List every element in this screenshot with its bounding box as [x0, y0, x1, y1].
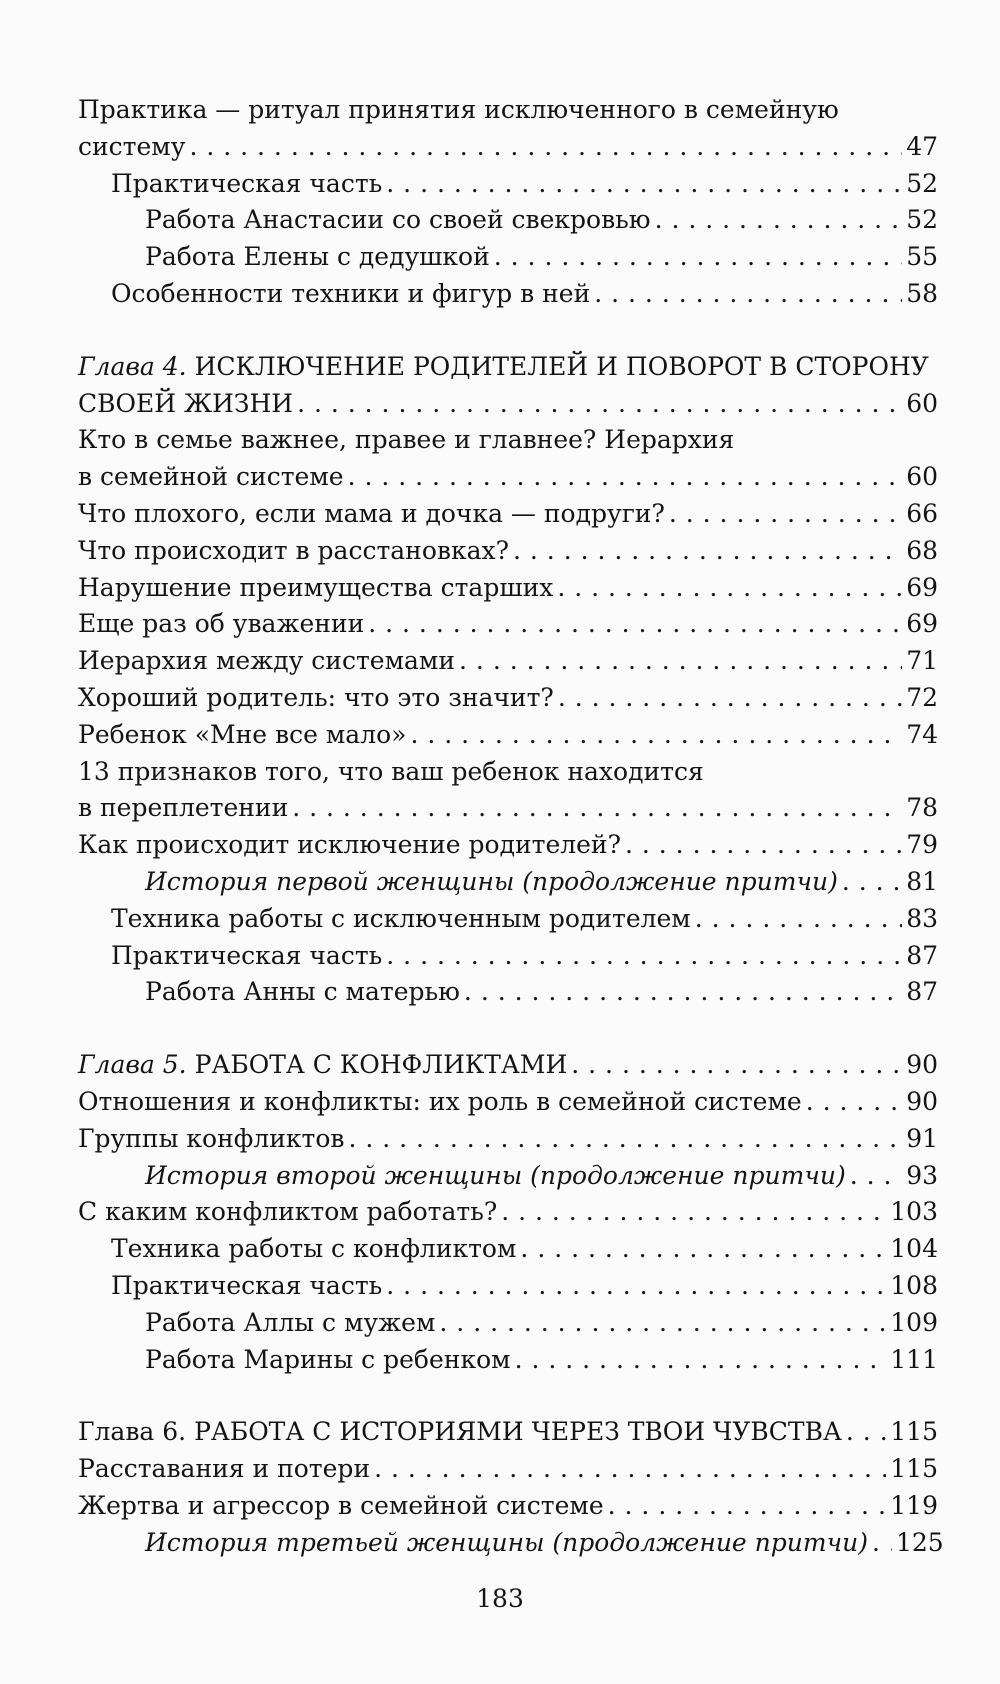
- toc-entry-title-line: [78, 754, 938, 791]
- toc-entry-text: [78, 496, 665, 533]
- toc-entry-line: [78, 1194, 938, 1231]
- dot-leader: [501, 1194, 886, 1231]
- toc-entry-title: Практическая часть: [111, 1270, 383, 1300]
- toc-entry-text: [111, 1268, 382, 1305]
- toc-page-number: 91: [906, 1123, 938, 1153]
- toc-entry-line: [111, 276, 938, 313]
- toc-entry-line: [78, 643, 938, 680]
- toc-entry-line: [78, 1488, 938, 1525]
- toc-entry-text: [145, 239, 490, 276]
- toc-entry-line: [78, 570, 938, 607]
- toc-entry: [78, 680, 938, 717]
- toc-entry-title: Работа Анастасии со своей свекровью: [145, 205, 651, 235]
- toc-page-number: 58: [906, 278, 938, 308]
- toc-entry-text: [111, 938, 382, 975]
- toc-entry-title: Нарушение преимущества старших: [78, 572, 554, 602]
- dot-leader: [513, 533, 902, 570]
- toc-entry-title: Хороший родитель: что это значит?: [78, 682, 554, 712]
- toc-page-number: 60: [906, 462, 938, 492]
- toc-entry: [78, 1305, 938, 1342]
- toc-entry-title: Практическая часть: [111, 940, 383, 970]
- toc-entry-title: Работа Марины с ребенком: [145, 1344, 511, 1374]
- toc-entry-title: Работа Анны с матерью: [145, 977, 460, 1007]
- toc-page-number: 81: [906, 866, 938, 896]
- dot-leader: [439, 1305, 886, 1342]
- toc-entry-line: [145, 1525, 944, 1562]
- toc-entry-title: История второй женщины (продолжение притчи): [145, 1160, 846, 1190]
- toc-entry: [78, 1047, 938, 1084]
- toc-entry-title: Что плохого, если мама и дочка — подруги?: [78, 498, 665, 528]
- toc-entry: [78, 422, 938, 496]
- toc-page-number: 69: [906, 609, 938, 639]
- toc-page-number: 47: [906, 131, 938, 161]
- toc-page-number: 87: [906, 940, 938, 970]
- toc-page-number: 111: [890, 1344, 938, 1374]
- toc-entry-title: Ребенок «Мне все мало»: [78, 719, 407, 749]
- toc-entry-text: [145, 864, 838, 901]
- dot-leader: [655, 202, 903, 239]
- dot-leader: [557, 570, 902, 607]
- toc-entry-text: [145, 974, 460, 1011]
- toc-page-number: 90: [906, 1086, 938, 1116]
- toc-entry-line: [145, 864, 938, 901]
- toc-entry-text: [78, 1084, 802, 1121]
- toc-entry-text: [78, 1451, 370, 1488]
- toc-page-number: 119: [890, 1490, 938, 1520]
- toc-entry-title: Группы конфликтов: [78, 1123, 345, 1153]
- toc-page-number: 125: [895, 1527, 944, 1557]
- toc-entry-line: [78, 680, 938, 717]
- toc-entry: [78, 1525, 944, 1562]
- toc-entry-title: История первой женщины (продолжение притчи): [145, 866, 838, 896]
- toc-entry: [78, 92, 938, 166]
- dot-leader: [872, 1525, 892, 1562]
- toc-entry: [78, 901, 938, 938]
- toc-entry-line: [145, 1342, 938, 1379]
- toc-entry-title: систему: [78, 131, 186, 161]
- toc-entry-text: [145, 1305, 435, 1342]
- toc-entry-title: Жертва и агрессор в семейной системе: [78, 1490, 604, 1520]
- dot-leader: [806, 1084, 903, 1121]
- toc-entry: [78, 496, 938, 533]
- dot-leader: [594, 276, 902, 313]
- toc-page-number: 79: [906, 830, 938, 860]
- toc-entry-text: [78, 570, 553, 607]
- toc-entry-title-line: [78, 92, 938, 129]
- toc-entry-text: [78, 1488, 604, 1525]
- toc-page-number: 52: [906, 168, 938, 198]
- toc-entry-text: [111, 901, 691, 938]
- toc-page-number: 55: [906, 242, 938, 272]
- toc-entry-text: [78, 1194, 497, 1231]
- toc-entry-title: Глава 6. РАБОТА С ИСТОРИЯМИ ЧЕРЕЗ ТВОИ ЧУВСТВА: [78, 1417, 842, 1447]
- toc-entry-text: [111, 276, 590, 313]
- toc-page-number: 72: [906, 682, 938, 712]
- toc-entry-text: [78, 680, 554, 717]
- toc-entry-text: [111, 166, 382, 203]
- dot-leader: [348, 1121, 902, 1158]
- dot-leader: [850, 1158, 902, 1195]
- toc-entry-line: [78, 1451, 938, 1488]
- toc-entry-line: [145, 202, 938, 239]
- toc-entry-title: Расставания и потери: [78, 1454, 371, 1484]
- toc-page-number: 52: [906, 205, 938, 235]
- toc-page-number: 109: [890, 1307, 938, 1337]
- dot-leader: [842, 864, 902, 901]
- toc-entry-text: [78, 459, 344, 496]
- toc-entry-text: [78, 386, 293, 423]
- table-of-contents: [78, 92, 944, 1561]
- page-number: 183: [476, 1584, 524, 1613]
- toc-entry-title: Работа Аллы с мужем: [145, 1307, 436, 1337]
- toc-entry-line: [78, 790, 938, 827]
- toc-entry: [78, 1451, 938, 1488]
- dot-leader: [669, 496, 902, 533]
- toc-entry-title: Особенности техники и фигур в ней: [111, 278, 591, 308]
- toc-page-number: 108: [890, 1270, 938, 1300]
- toc-entry-line: [78, 827, 938, 864]
- toc-entry-text: [78, 827, 621, 864]
- toc-entry-text: [78, 533, 509, 570]
- toc-entry: [78, 606, 938, 643]
- toc-entry: [78, 717, 938, 754]
- toc-entry-line: [78, 717, 938, 754]
- toc-entry-title: Еще раз об уважении: [78, 609, 365, 639]
- dot-leader: [846, 1414, 886, 1451]
- toc-entry-title: РАБОТА С КОНФЛИКТАМИ: [194, 1050, 568, 1080]
- dot-leader: [520, 1231, 886, 1268]
- toc-entry: [78, 864, 938, 901]
- chapter-label: Глава 5.: [78, 1050, 187, 1080]
- dot-leader: [608, 1488, 887, 1525]
- toc-entry-text: [78, 790, 288, 827]
- toc-entry: [78, 827, 938, 864]
- toc-page-number: 69: [906, 572, 938, 602]
- dot-leader: [571, 1047, 902, 1084]
- toc-entry-text: [78, 1047, 567, 1084]
- toc-entry: [78, 1158, 938, 1195]
- toc-entry-title: Как происходит исключение родителей?: [78, 830, 621, 860]
- dot-leader: [386, 166, 902, 203]
- toc-entry-title: Техника работы с конфликтом: [111, 1234, 517, 1264]
- toc-entry: [78, 533, 938, 570]
- toc-entry: [78, 1488, 938, 1525]
- dot-leader: [464, 974, 902, 1011]
- toc-entry-line: [78, 496, 938, 533]
- dot-leader: [386, 1268, 886, 1305]
- toc-entry-line: [78, 533, 938, 570]
- chapter-label: Глава 4.: [78, 351, 187, 381]
- toc-entry-title: Техника работы с исключенным родителем: [111, 903, 691, 933]
- toc-entry-line: [111, 938, 938, 975]
- toc-entry: [78, 1231, 938, 1268]
- toc-entry-text: [145, 202, 651, 239]
- toc-entry-text: [145, 1342, 511, 1379]
- toc-entry-text: [78, 717, 406, 754]
- toc-entry-line: [145, 1158, 938, 1195]
- toc-entry-line: [111, 901, 938, 938]
- toc-page-number: 71: [906, 646, 938, 676]
- toc-entry: [78, 166, 938, 203]
- dot-leader: [348, 459, 903, 496]
- toc-entry: [78, 1342, 938, 1379]
- toc-entry-title: ИСКЛЮЧЕНИЕ РОДИТЕЛЕЙ И ПОВОРОТ В СТОРОНУ: [194, 351, 929, 381]
- toc-page-number: 78: [906, 793, 938, 823]
- toc-entry-line: [78, 1414, 938, 1451]
- toc-page-number: 83: [906, 903, 938, 933]
- toc-entry-line: [145, 239, 938, 276]
- toc-page-number: 103: [890, 1197, 938, 1227]
- toc-entry: [78, 239, 938, 276]
- dot-leader: [459, 643, 902, 680]
- dot-leader: [494, 239, 902, 276]
- dot-leader: [625, 827, 902, 864]
- toc-entry-text: [145, 1525, 868, 1562]
- toc-page-number: 60: [906, 388, 938, 418]
- toc-entry-line: [111, 1231, 938, 1268]
- toc-entry-title: Практическая часть: [111, 168, 383, 198]
- dot-leader: [292, 790, 902, 827]
- toc-entry-line: [78, 1121, 938, 1158]
- toc-entry-line: [145, 1305, 938, 1342]
- toc-entry-title: С каким конфликтом работать?: [78, 1197, 498, 1227]
- toc-entry-title: СВОЕЙ ЖИЗНИ: [78, 388, 294, 418]
- dot-leader: [374, 1451, 886, 1488]
- toc-entry-title: в переплетении: [78, 793, 289, 823]
- toc-entry-title: История третьей женщины (продолжение притчи): [145, 1527, 868, 1557]
- toc-entry-title: 13 признаков того, что ваш ребенок находится: [78, 756, 704, 786]
- toc-entry-line: [111, 1268, 938, 1305]
- toc-entry-text: [111, 1231, 516, 1268]
- dot-leader: [695, 901, 902, 938]
- toc-entry: [78, 202, 938, 239]
- toc-page-number: 93: [906, 1160, 938, 1190]
- toc-entry-title: в семейной системе: [78, 462, 344, 492]
- toc-entry: [78, 643, 938, 680]
- toc-entry-line: [111, 166, 938, 203]
- toc-entry-title-line: [78, 422, 938, 459]
- toc-entry-title: Практика — ритуал принятия исключенного в семейную: [78, 95, 839, 124]
- toc-entry: [78, 1414, 938, 1451]
- dot-leader: [368, 606, 902, 643]
- toc-page-number: 68: [906, 535, 938, 565]
- toc-page-number: 115: [890, 1454, 938, 1484]
- toc-page-number: 87: [906, 977, 938, 1007]
- toc-page-number: 115: [890, 1417, 938, 1447]
- toc-page-number: 90: [906, 1050, 938, 1080]
- toc-entry-text: [145, 1158, 846, 1195]
- toc-entry: [78, 938, 938, 975]
- dot-leader: [386, 938, 902, 975]
- toc-entry-text: [78, 1414, 842, 1451]
- toc-entry: [78, 276, 938, 313]
- dot-leader: [297, 386, 902, 423]
- toc-entry-line: [145, 974, 938, 1011]
- toc-entry-text: [78, 606, 364, 643]
- toc-entry: [78, 754, 938, 828]
- toc-page-number: 74: [906, 719, 938, 749]
- toc-entry-title: Работа Елены с дедушкой: [145, 242, 490, 272]
- dot-leader: [189, 129, 902, 166]
- toc-entry: [78, 570, 938, 607]
- toc-entry-text: [78, 1121, 344, 1158]
- toc-entry-line: [78, 129, 938, 166]
- toc-entry-title: Отношения и конфликты: их роль в семейной системе: [78, 1086, 802, 1116]
- toc-entry-line: [78, 1047, 938, 1084]
- toc-entry: [78, 1194, 938, 1231]
- toc-entry-title-line: [78, 349, 938, 386]
- toc-entry-title: Что происходит в расстановках?: [78, 535, 510, 565]
- toc-entry-text: [78, 129, 185, 166]
- dot-leader: [410, 717, 902, 754]
- dot-leader: [515, 1342, 887, 1379]
- toc-entry-text: [78, 643, 455, 680]
- toc-entry: [78, 349, 938, 423]
- toc-entry-line: [78, 459, 938, 496]
- dot-leader: [558, 680, 902, 717]
- toc-entry: [78, 974, 938, 1011]
- toc-entry-line: [78, 386, 938, 423]
- toc-entry: [78, 1121, 938, 1158]
- toc-entry-title: Иерархия между системами: [78, 646, 456, 676]
- toc-entry: [78, 1084, 938, 1121]
- toc-entry-line: [78, 1084, 938, 1121]
- toc-entry: [78, 1268, 938, 1305]
- toc-page-number: 104: [890, 1234, 938, 1264]
- toc-page-number: 66: [906, 498, 938, 528]
- toc-entry-title: Кто в семье важнее, правее и главнее? Иерархия: [78, 425, 735, 455]
- toc-entry-line: [78, 606, 938, 643]
